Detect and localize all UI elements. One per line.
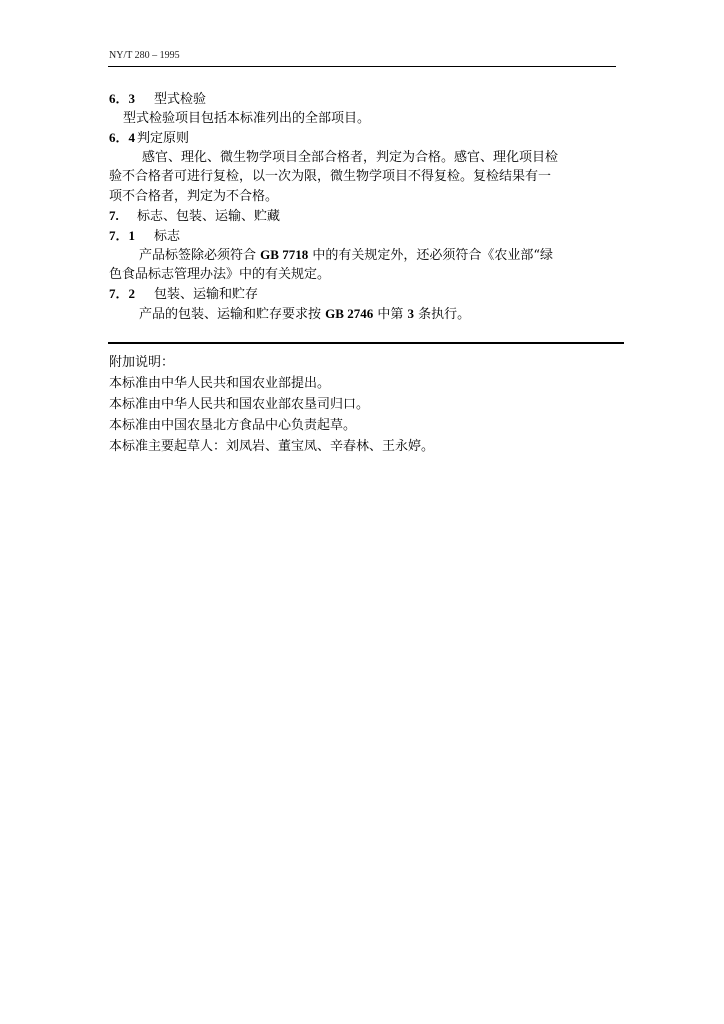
appendix-line: 本标准主要起草人：刘凤岩、董宝凤、辛春林、王永婷。	[109, 439, 435, 454]
standard-reference: GB 2746	[325, 305, 374, 321]
section-7-2-line-1	[109, 304, 619, 324]
clause-number: 3	[407, 305, 414, 321]
section-title: 标志、包装、运输、贮藏	[137, 209, 281, 224]
section-number: 7．2	[109, 286, 136, 301]
section-number: 6．4	[109, 130, 136, 145]
appendix-line: 本标准由中国农垦北方食品中心负责起草。	[109, 418, 357, 433]
section-title: 型式检验	[154, 92, 207, 107]
section-6-3-heading	[109, 89, 619, 109]
appendix-notes	[109, 352, 619, 457]
section-divider-rule	[108, 342, 624, 344]
section-7-1-heading	[109, 226, 619, 246]
section-7-1-line-2: 色食品标志管理办法》中的有关规定。	[109, 266, 331, 282]
section-number: 7．1	[109, 227, 136, 243]
text-fragment: 中的有关规定外，还必须符合《农业部“绿	[312, 248, 553, 263]
document-body	[109, 89, 619, 323]
section-number: 7.	[109, 208, 119, 223]
section-7-2-heading	[109, 284, 619, 304]
text-fragment: 条执行。	[418, 306, 471, 322]
standard-code-header: NY/T 280 – 1995	[109, 50, 180, 61]
section-6-4-line-2: 验不合格者可进行复检，以一次为限，微生物学项目不得复检。复检结果有一	[109, 169, 552, 184]
section-title: 包装、运输和贮存	[154, 287, 259, 302]
section-6-4-line-3: 项不合格者，判定为不合格。	[109, 188, 279, 204]
section-number: 6．3	[109, 91, 136, 106]
section-7-heading	[109, 206, 619, 226]
section-7-1-line-1	[109, 245, 619, 265]
section-title: 判定原则	[137, 131, 190, 146]
text-fragment: 产品标签除必须符合	[139, 248, 257, 263]
standard-reference: GB 7718	[260, 247, 309, 262]
appendix-line: 本标准由中华人民共和国农业部农垦司归口。	[109, 397, 370, 412]
text-fragment: 中第	[377, 306, 404, 322]
appendix-heading: 附加说明：	[109, 355, 175, 370]
section-6-3-text: 型式检验项目包括本标准列出的全部项目。	[123, 110, 371, 126]
section-6-4-line-1: 感官、理化、微生物学项目全部合格者，判定为合格。感官、理化项目检	[142, 149, 559, 165]
appendix-line: 本标准由中华人民共和国农业部提出。	[109, 376, 331, 391]
text-fragment: 产品的包装、运输和贮存要求按	[139, 306, 322, 322]
section-title: 标志	[154, 228, 181, 244]
section-6-4-heading	[109, 128, 619, 148]
header-rule	[108, 66, 616, 67]
